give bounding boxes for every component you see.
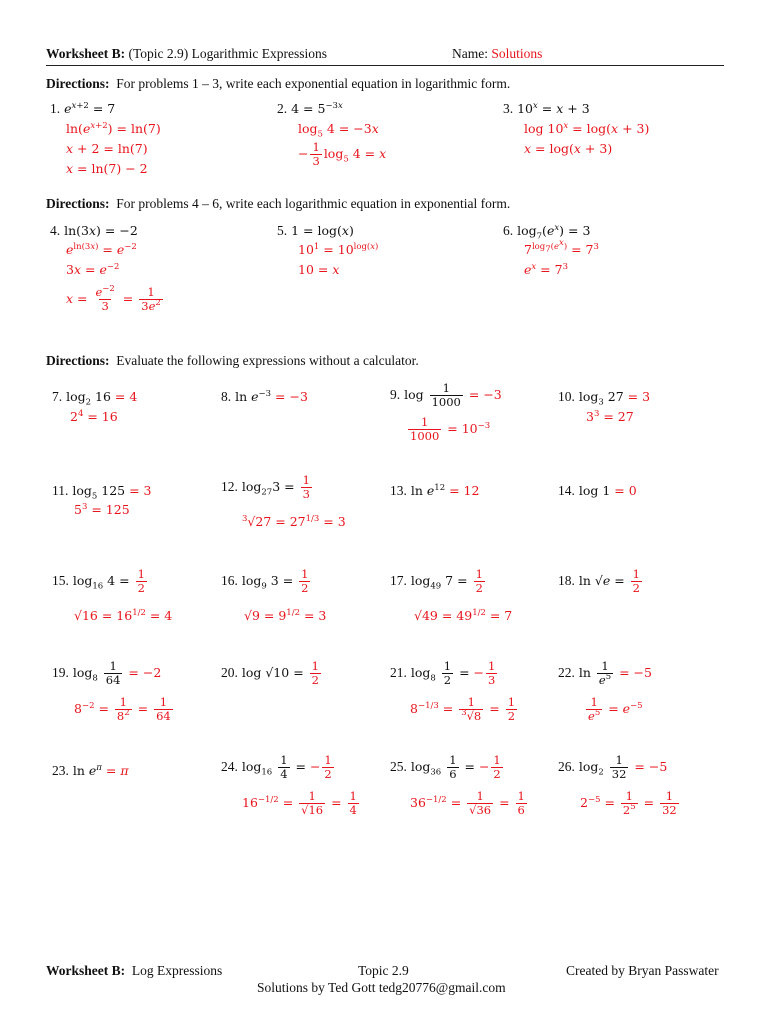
footer-solutions-credit: Solutions by Ted Gott tedg20776@gmail.com — [257, 980, 506, 995]
problem-number: 26. — [558, 759, 575, 774]
problem-number: 7. — [52, 389, 63, 404]
problem-number: 9. — [390, 387, 401, 402]
problem-number: 15. — [52, 573, 69, 588]
problem-number: 8. — [221, 389, 232, 404]
footer-worksheet — [46, 963, 222, 979]
problem-number: 19. — [52, 665, 69, 680]
footer-creator: Created by Bryan Passwater — [566, 963, 719, 978]
worksheet-header — [46, 46, 327, 62]
worksheet-topic: (Topic 2.9) Logarithmic Expressions — [128, 46, 328, 61]
problem-number: 2. — [277, 101, 288, 116]
problem-number: 23. — [52, 763, 69, 778]
problem-number: 6. — [503, 223, 514, 238]
problem-number: 24. — [221, 759, 238, 774]
problem-number: 4. — [50, 223, 61, 238]
problem-number: 17. — [390, 573, 407, 588]
directions-text: For problems 1 – 3, write each exponential equation in logarithmic form. — [116, 76, 511, 91]
directions-3 — [46, 353, 419, 369]
problem-number: 25. — [390, 759, 407, 774]
footer-topic: Topic 2.9 — [358, 963, 409, 978]
problem-number: 5. — [277, 223, 288, 238]
directions-1 — [46, 76, 510, 92]
problem-number: 1. — [50, 101, 61, 116]
directions-label: Directions: — [46, 196, 110, 211]
header-rule — [46, 65, 724, 66]
problem-number: 18. — [558, 573, 575, 588]
directions-text: For problems 4 – 6, write each logarithmic equation in exponential form. — [116, 196, 511, 211]
directions-label: Directions: — [46, 353, 110, 368]
problem-number: 20. — [221, 665, 238, 680]
worksheet-label: Worksheet B: — [46, 46, 126, 61]
problem-number: 3. — [503, 101, 514, 116]
name-value: Solutions — [491, 46, 543, 61]
name-label: Name: — [452, 46, 488, 61]
problem-number: 21. — [390, 665, 407, 680]
directions-2 — [46, 196, 510, 212]
problem-number: 22. — [558, 665, 575, 680]
name-field — [452, 46, 542, 62]
footer-worksheet-title: Log Expressions — [131, 963, 223, 978]
footer-worksheet-label: Worksheet B: — [46, 963, 126, 978]
problem-number: 10. — [558, 389, 575, 404]
problem-number: 12. — [221, 479, 238, 494]
directions-text: Evaluate the following expressions without a calculator. — [116, 353, 419, 368]
problem-number: 16. — [221, 573, 238, 588]
directions-label: Directions: — [46, 76, 110, 91]
problem-number: 13. — [390, 483, 407, 498]
problem-number: 14. — [558, 483, 575, 498]
problem-number: 11. — [52, 483, 69, 498]
